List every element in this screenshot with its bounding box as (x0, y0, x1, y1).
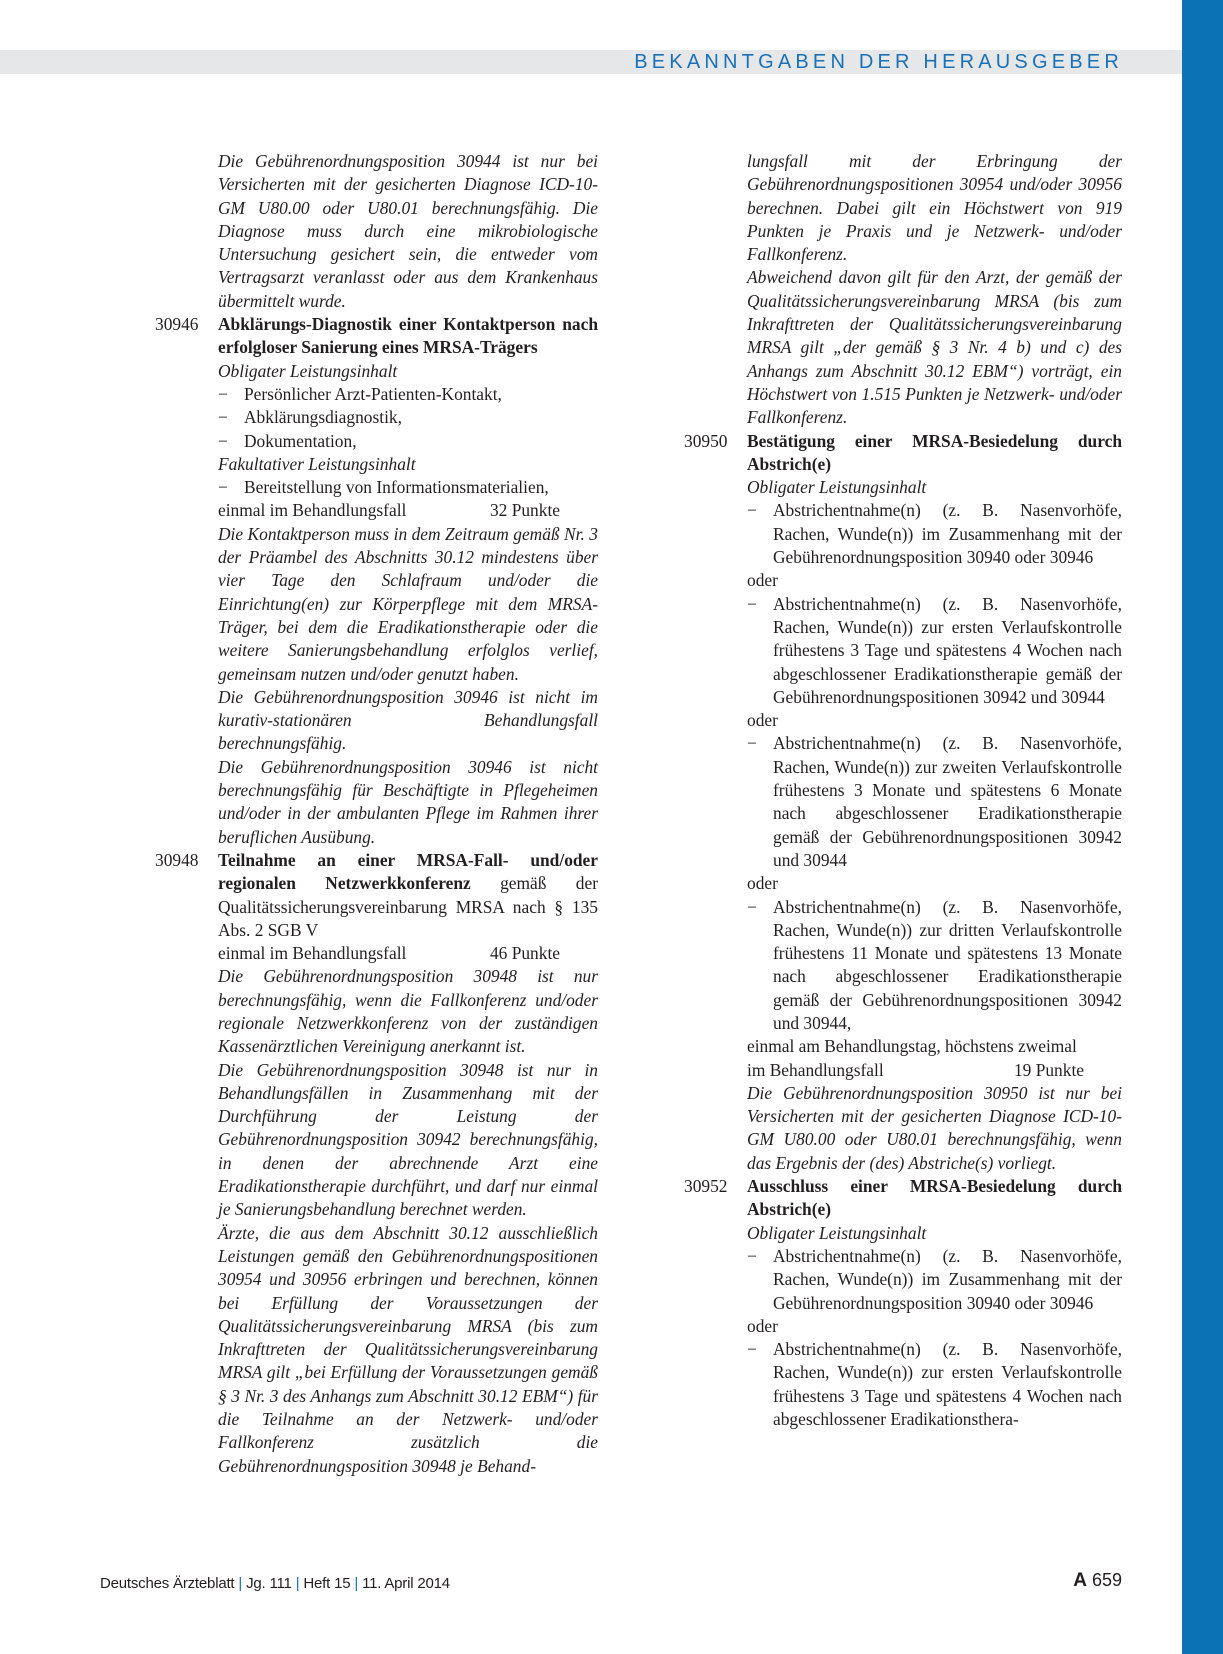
entry-title: Bestätigung einer MRSA-Besiedelung durch Abstrich(e) (747, 430, 1122, 474)
fakultativ-heading: Fakultativer Leistungsinhalt (218, 453, 416, 474)
note: Ärzte, die aus dem Abschnitt 30.12 ausschließlich Leistungen gemäß den Gebührenordnungspositionen 30954 und 30956 erbringen und berechnen, können bei Erfüllung der Voraussetzungen der Qualitätssicherungsvereinbarung MRSA (bis zum Inkrafttreten der Qualitätssicherungsvereinbarung MRSA gilt „bei Erfüllung der Voraussetzungen gemäß § 3 Nr. 3 des Anhangs zum Abschnitt 30.12 EBM“) für die Teilnahme an der Netzwerk- und/oder Fallkonferenz zusätzlich die Gebührenordnungsposition 30948 je Behand- (218, 1222, 598, 1476)
frequency: im Behandlungsfall (747, 1059, 884, 1080)
left-column (155, 150, 598, 1478)
frequency: einmal am Behandlungstag, höchstens zweimal (747, 1036, 1077, 1057)
entry-title: Ausschluss einer MRSA-Besiedelung durch Abstrich(e) (747, 1176, 1122, 1220)
page-prefix: A (1073, 1570, 1087, 1591)
note: Die Kontaktperson muss in dem Zeitraum gemäß Nr. 3 der Präambel des Abschnitts 30.12 mindestens über vier Tage den Schlafraum und/oder die Einrichtung(en) zur Körperpflege mit dem MRSA-Träger, bei dem die Eradikationstherapie oder die weitere Sanierungsbehandlung erfolglos verlief, gemeinsam nutzen und/oder genutzt haben. (218, 523, 598, 684)
list-item: − Dokumentation, (218, 430, 357, 451)
entry-30948 (155, 849, 598, 1478)
entry-30952 (684, 1175, 1122, 1431)
note: Die Gebührenordnungsposition 30950 ist nur bei Versicherten mit der gesicherten Diagnose ICD-10-GM U80.00 oder U80.01 berechnungsfähig, wenn das Ergebnis der (des) Abstriche(s) vorliegt. (747, 1082, 1122, 1173)
list-item: − Abstrichentnahme(n) (z. B. Nasenvorhöfe, Rachen, Wunde(n)) zur ersten Verlaufskontrolle frühestens 3 Tage und spätestens 4 Wochen nach abgeschlossener Eradikationstherapie gemäß der Gebührenordnungspositionen 30942 und 30944 (747, 593, 1122, 707)
entry-code: 30952 (684, 1176, 728, 1197)
oder-text: oder (747, 710, 778, 731)
footer-citation: Deutsches Ärzteblatt | Jg. 111 | Heft 15 | 11. April 2014 (100, 1575, 450, 1592)
entry-title: Teilnahme an einer MRSA-Fall- und/oder regionalen Netzwerkkonferenz gemäß der Qualitätssicherungsvereinbarung MRSA nach § 135 Abs. 2 SGB V (218, 849, 598, 940)
points-value: 32 Punkte (489, 500, 560, 521)
entry-code: 30950 (684, 430, 728, 451)
volume: Jg. 111 (246, 1575, 292, 1592)
paragraph: Abweichend davon gilt für den Arzt, der gemäß der Qualitätssicherungsvereinbarung MRSA (bis zum Inkrafttreten der Qualitätssicherungsvereinbarung MRSA gilt „der gemäß § 3 Nr. 4 b) und c) des Anhangs zum Abschnitt 30.12 EBM“) vorträgt, ein Höchstwert von 1.515 Punkten je Netzwerk- und/oder Fallkonferenz. (747, 267, 1122, 428)
points-value: 46 Punkte (489, 943, 560, 964)
continued-block (684, 150, 1122, 430)
note: Die Gebührenordnungsposition 30948 ist nur berechnungsfähig, wenn die Fallkonferenz und/oder regionale Netzwerkkonferenz von der zuständigen Kassenärztlichen Vereinigung anerkannt ist. (218, 966, 598, 1057)
oder-text: oder (747, 570, 778, 591)
list-item: − Abstrichentnahme(n) (z. B. Nasenvorhöfe, Rachen, Wunde(n)) im Zusammenhang mit der Gebührenordnungsposition 30940 oder 30946 (747, 1245, 1122, 1313)
list-item: − Abstrichentnahme(n) (z. B. Nasenvorhöfe, Rachen, Wunde(n)) zur dritten Verlaufskontrolle frühestens 11 Monate und spätestens 13 Monate nach abgeschlossener Eradikationstherapie gemäß der Gebührenordnungspositionen 30942 und 30944, (747, 896, 1122, 1033)
oder-text: oder (747, 873, 778, 894)
note: Die Gebührenordnungsposition 30948 ist nur in Behandlungsfällen in Zusammenhang mit der Durchführung der Leistung der Gebührenordnungsposition 30942 berechnungsfähig, in denen der abrechnende Arzt eine Eradikationstherapie durchführt, und darf nur einmal je Sanierungsbehandlung berechnet werden. (218, 1059, 598, 1220)
list-item: − Abklärungsdiagnostik, (218, 407, 402, 428)
list-item: − Abstrichentnahme(n) (z. B. Nasenvorhöfe, Rachen, Wunde(n)) zur zweiten Verlaufskontrolle frühestens 3 Monate und spätestens 6 Monate nach abgeschlossener Eradikationstherapie gemäß der Gebührenordnungspositionen 30942 und 30944 (747, 733, 1122, 870)
list-item: − Abstrichentnahme(n) (z. B. Nasenvorhöfe, Rachen, Wunde(n)) im Zusammenhang mit der Gebührenordnungsposition 30940 oder 30946 (747, 500, 1122, 568)
points-line (218, 499, 598, 522)
journal-name: Deutsches Ärzteblatt (100, 1575, 235, 1592)
obligat-heading: Obligater Leistungsinhalt (747, 477, 927, 498)
entry-30950 (684, 430, 1122, 1176)
frequency: einmal im Behandlungsfall (218, 943, 407, 964)
obligat-heading: Obligater Leistungsinhalt (218, 360, 398, 381)
obligat-heading: Obligater Leistungsinhalt (747, 1222, 927, 1243)
list-item: − Abstrichentnahme(n) (z. B. Nasenvorhöfe, Rachen, Wunde(n)) zur ersten Verlaufskontrolle frühestens 3 Tage und spätestens 4 Wochen nach abgeschlossener Eradikationsthera- (747, 1339, 1122, 1430)
page-num: 659 (1091, 1570, 1122, 1590)
paragraph: Die Gebührenordnungsposition 30944 ist nur bei Versicherten mit der gesicherten Diagnose ICD-10-GM U80.00 oder U80.01 berechnungsfähig. Die Diagnose muss durch eine mikrobiologische Untersuchung gesichert sein, die entweder vom Vertragsarzt veranlasst oder aus dem Krankenhaus übermittelt wurde. (218, 151, 598, 311)
entry-code: 30946 (155, 314, 199, 335)
oder-text: oder (747, 1315, 778, 1336)
points-line (747, 1059, 1122, 1082)
list-item: − Persönlicher Arzt-Patienten-Kontakt, (218, 383, 502, 404)
side-color-bar (1182, 0, 1223, 1654)
intro-block (155, 150, 598, 313)
list-item: − Bereitstellung von Informationsmaterialien, (218, 477, 549, 498)
points-line (218, 942, 598, 965)
note: Die Gebührenordnungsposition 30946 ist nicht im kurativ-stationären Behandlungsfall berechnungsfähig. (218, 686, 598, 754)
right-column (684, 150, 1122, 1431)
page-number (1073, 1570, 1122, 1592)
points-value: 19 Punkte (1013, 1059, 1084, 1080)
entry-30946 (155, 313, 598, 849)
section-header: BEKANNTGABEN DER HERAUSGEBER (634, 51, 1123, 73)
issue: Heft 15 (303, 1575, 351, 1592)
entry-code: 30948 (155, 849, 199, 870)
frequency: einmal im Behandlungsfall (218, 500, 407, 521)
date: 11. April 2014 (362, 1575, 450, 1592)
paragraph: lungsfall mit der Erbringung der Gebührenordnungspositionen 30954 und/oder 30956 berechnen. Dabei gilt ein Höchstwert von 919 Punkten je Praxis und je Netzwerk- und/oder Fallkonferenz. (747, 151, 1122, 265)
entry-title: Abklärungs-Diagnostik einer Kontaktperson nach erfolgloser Sanierung eines MRSA-Trägers (218, 314, 598, 358)
note: Die Gebührenordnungsposition 30946 ist nicht berechnungsfähig für Beschäftigte in Pflegeheimen und/oder in der ambulanten Pflege im Rahmen ihrer beruflichen Ausübung. (218, 756, 598, 847)
